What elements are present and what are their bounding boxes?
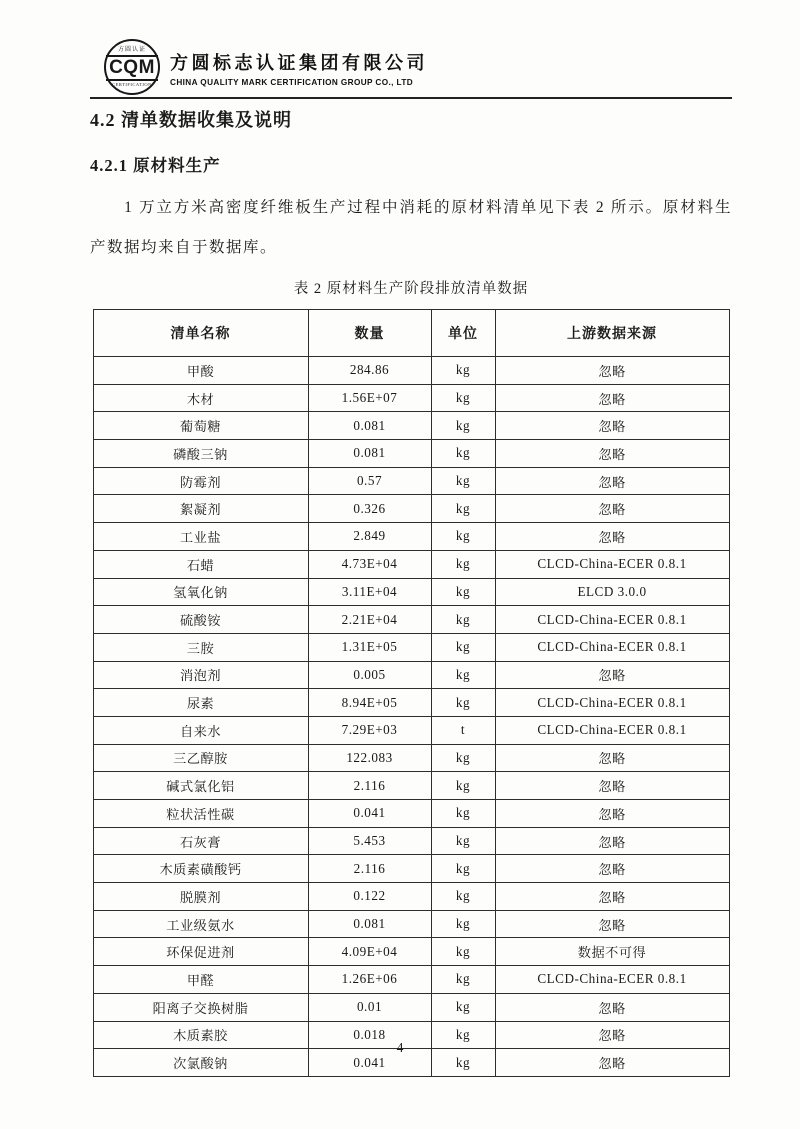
unit-cell: kg (431, 523, 495, 551)
upstream-source-cell: 忽略 (495, 744, 729, 772)
upstream-source-cell: 忽略 (495, 993, 729, 1021)
table-row (93, 633, 729, 661)
header-unit: 单位 (431, 310, 495, 357)
table-header-row (93, 310, 729, 357)
table-row (93, 772, 729, 800)
item-name-cell: 石灰膏 (93, 827, 308, 855)
upstream-source-cell: 忽略 (495, 440, 729, 468)
upstream-source-cell: CLCD-China-ECER 0.8.1 (495, 606, 729, 634)
quantity-cell: 2.849 (308, 523, 431, 551)
quantity-cell: 0.081 (308, 412, 431, 440)
upstream-source-cell: 忽略 (495, 883, 729, 911)
table-row (93, 800, 729, 828)
item-name-cell: 磷酸三钠 (93, 440, 308, 468)
unit-cell: kg (431, 661, 495, 689)
item-name-cell: 甲醛 (93, 966, 308, 994)
unit-cell: kg (431, 1049, 495, 1077)
quantity-cell: 2.116 (308, 855, 431, 883)
quantity-cell: 0.041 (308, 800, 431, 828)
quantity-cell: 1.31E+05 (308, 633, 431, 661)
quantity-cell: 4.73E+04 (308, 550, 431, 578)
quantity-cell: 284.86 (308, 357, 431, 385)
unit-cell: kg (431, 467, 495, 495)
upstream-source-cell: 忽略 (495, 357, 729, 385)
page-number: 4 (396, 1040, 404, 1055)
quantity-cell: 0.005 (308, 661, 431, 689)
unit-cell: kg (431, 993, 495, 1021)
quantity-cell: 2.116 (308, 772, 431, 800)
upstream-source-cell: 数据不可得 (495, 938, 729, 966)
table-row (93, 523, 729, 551)
section-heading: 4.2 清单数据收集及说明 (90, 110, 292, 130)
quantity-cell: 3.11E+04 (308, 578, 431, 606)
item-name-cell: 自来水 (93, 716, 308, 744)
item-name-cell: 三乙醇胺 (93, 744, 308, 772)
unit-cell: kg (431, 495, 495, 523)
quantity-cell: 0.081 (308, 910, 431, 938)
unit-cell: kg (431, 883, 495, 911)
upstream-source-cell: 忽略 (495, 772, 729, 800)
quantity-cell: 7.29E+03 (308, 716, 431, 744)
table-row (93, 357, 729, 385)
cqm-logo-icon (104, 39, 160, 95)
quantity-cell: 0.57 (308, 467, 431, 495)
item-name-cell: 甲酸 (93, 357, 308, 385)
company-name-block (170, 47, 428, 87)
item-name-cell: 环保促进剂 (93, 938, 308, 966)
unit-cell: kg (431, 938, 495, 966)
upstream-source-cell: 忽略 (495, 384, 729, 412)
logo-bottom-text: CERTIFICATION (112, 81, 152, 87)
page-header (90, 38, 732, 96)
unit-cell: kg (431, 689, 495, 717)
table-row (93, 910, 729, 938)
unit-cell: kg (431, 966, 495, 994)
unit-cell: kg (431, 633, 495, 661)
item-name-cell: 木材 (93, 384, 308, 412)
header-upstream-source: 上游数据来源 (495, 310, 729, 357)
item-name-cell: 阳离子交换树脂 (93, 993, 308, 1021)
table-row (93, 578, 729, 606)
unit-cell: kg (431, 606, 495, 634)
company-name-en: CHINA QUALITY MARK CERTIFICATION GROUP CO., LTD (170, 77, 414, 87)
table-row (93, 384, 729, 412)
table-row (93, 606, 729, 634)
upstream-source-cell: CLCD-China-ECER 0.8.1 (495, 716, 729, 744)
unit-cell: kg (431, 910, 495, 938)
upstream-source-cell: CLCD-China-ECER 0.8.1 (495, 966, 729, 994)
item-name-cell: 氢氧化钠 (93, 578, 308, 606)
upstream-source-cell: 忽略 (495, 467, 729, 495)
table-row (93, 440, 729, 468)
unit-cell: kg (431, 772, 495, 800)
quantity-cell: 5.453 (308, 827, 431, 855)
quantity-cell: 0.081 (308, 440, 431, 468)
table-row (93, 827, 729, 855)
table-row (93, 993, 729, 1021)
item-name-cell: 木质素磺酸钙 (93, 855, 308, 883)
upstream-source-cell: 忽略 (495, 523, 729, 551)
upstream-source-cell: 忽略 (495, 827, 729, 855)
item-name-cell: 粒状活性碳 (93, 800, 308, 828)
header-divider (90, 97, 732, 99)
table-row (93, 883, 729, 911)
quantity-cell: 1.26E+06 (308, 966, 431, 994)
unit-cell: kg (431, 412, 495, 440)
unit-cell: kg (431, 578, 495, 606)
unit-cell: kg (431, 800, 495, 828)
quantity-cell: 0.018 (308, 1021, 431, 1049)
quantity-cell: 2.21E+04 (308, 606, 431, 634)
company-name-cn: 方圆标志认证集团有限公司 (170, 53, 428, 74)
item-name-cell: 葡萄糖 (93, 412, 308, 440)
table-row (93, 744, 729, 772)
upstream-source-cell: 忽略 (495, 910, 729, 938)
upstream-source-cell: ELCD 3.0.0 (495, 578, 729, 606)
upstream-source-cell: 忽略 (495, 412, 729, 440)
item-name-cell: 三胺 (93, 633, 308, 661)
upstream-source-cell: 忽略 (495, 1049, 729, 1077)
table-row (93, 938, 729, 966)
table-row (93, 716, 729, 744)
table-row (93, 855, 729, 883)
upstream-source-cell: CLCD-China-ECER 0.8.1 (495, 633, 729, 661)
item-name-cell: 工业级氨水 (93, 910, 308, 938)
item-name-cell: 木质素胶 (93, 1021, 308, 1049)
upstream-source-cell: 忽略 (495, 800, 729, 828)
logo-cqm-text: CQM (106, 55, 158, 81)
unit-cell: kg (431, 1021, 495, 1049)
item-name-cell: 石蜡 (93, 550, 308, 578)
quantity-cell: 0.041 (308, 1049, 431, 1077)
unit-cell: kg (431, 357, 495, 385)
quantity-cell: 0.01 (308, 993, 431, 1021)
table-row (93, 495, 729, 523)
table-row (93, 467, 729, 495)
item-name-cell: 消泡剂 (93, 661, 308, 689)
body-paragraph: 1 万立方米高密度纤维板生产过程中消耗的原材料清单见下表 2 所示。原材料生产数据均来自于数据库。 (90, 199, 732, 256)
header-quantity: 数量 (308, 310, 431, 357)
table-row (93, 689, 729, 717)
upstream-source-cell: CLCD-China-ECER 0.8.1 (495, 550, 729, 578)
quantity-cell: 8.94E+05 (308, 689, 431, 717)
table-row (93, 550, 729, 578)
quantity-cell: 122.083 (308, 744, 431, 772)
item-name-cell: 硫酸铵 (93, 606, 308, 634)
unit-cell: t (431, 716, 495, 744)
unit-cell: kg (431, 827, 495, 855)
subsection-heading: 4.2.1 原材料生产 (90, 156, 221, 175)
quantity-cell: 0.122 (308, 883, 431, 911)
table-row (93, 966, 729, 994)
inventory-table-body (93, 357, 729, 1077)
quantity-cell: 0.326 (308, 495, 431, 523)
quantity-cell: 1.56E+07 (308, 384, 431, 412)
item-name-cell: 碱式氯化铝 (93, 772, 308, 800)
table-row (93, 412, 729, 440)
unit-cell: kg (431, 440, 495, 468)
item-name-cell: 脱膜剂 (93, 883, 308, 911)
upstream-source-cell: 忽略 (495, 495, 729, 523)
unit-cell: kg (431, 550, 495, 578)
item-name-cell: 防霉剂 (93, 467, 308, 495)
header-item-name: 清单名称 (93, 310, 308, 357)
upstream-source-cell: CLCD-China-ECER 0.8.1 (495, 689, 729, 717)
unit-cell: kg (431, 855, 495, 883)
unit-cell: kg (431, 384, 495, 412)
table-caption: 表 2 原材料生产阶段排放清单数据 (293, 281, 529, 297)
quantity-cell: 4.09E+04 (308, 938, 431, 966)
item-name-cell: 絮凝剂 (93, 495, 308, 523)
item-name-cell: 次氯酸钠 (93, 1049, 308, 1077)
item-name-cell: 工业盐 (93, 523, 308, 551)
item-name-cell: 尿素 (93, 689, 308, 717)
upstream-source-cell: 忽略 (495, 855, 729, 883)
table-row (93, 661, 729, 689)
inventory-table (93, 309, 730, 1077)
upstream-source-cell: 忽略 (495, 661, 729, 689)
logo-top-text: 方圆认证 (117, 46, 146, 53)
upstream-source-cell: 忽略 (495, 1021, 729, 1049)
unit-cell: kg (431, 744, 495, 772)
